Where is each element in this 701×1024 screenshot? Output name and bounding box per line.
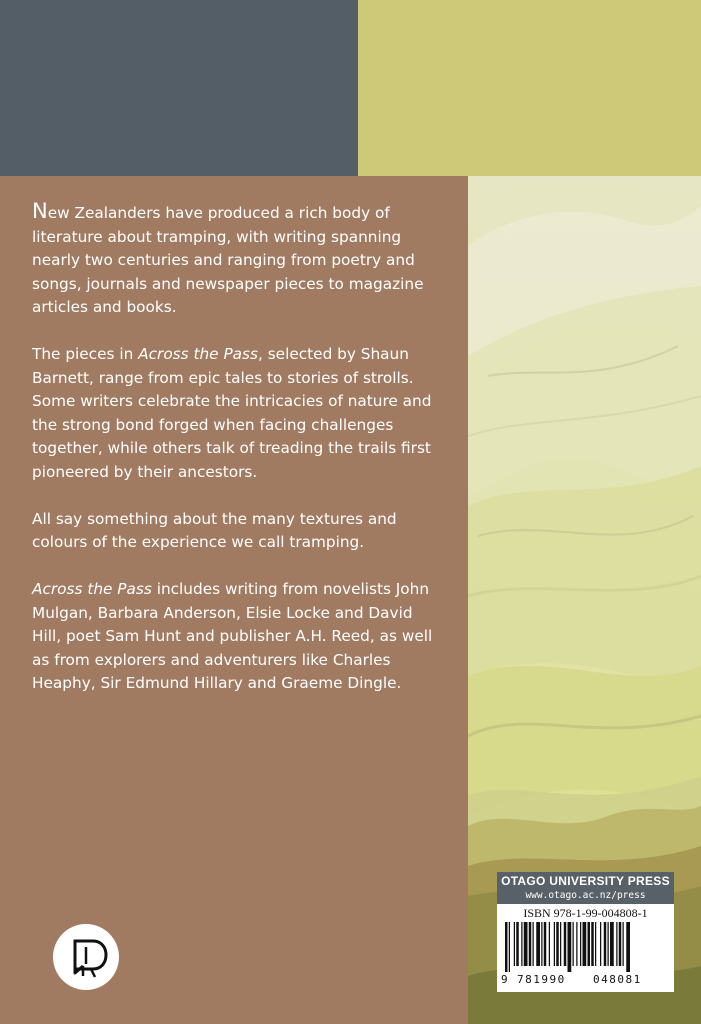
barcode-bar (604, 922, 607, 966)
isbn-barcode-block (497, 872, 674, 992)
barcode-bar (549, 922, 550, 966)
barcode-bar (509, 922, 510, 972)
blurb-paragraph-3: All say something about the many textures and colours of the experience we call tramping. (32, 509, 397, 551)
barcode-digits-left: 781990 (517, 973, 566, 986)
barcode-bar (514, 922, 515, 966)
blurb-text (32, 200, 442, 719)
barcode-bar (529, 922, 532, 966)
barcode-digit-first: 9 (501, 973, 508, 986)
barcode-bar (573, 922, 574, 966)
isbn-label: ISBN 978-1-99-004808-1 (523, 906, 648, 920)
barcode-bars (505, 922, 667, 972)
barcode-bar (536, 922, 540, 966)
barcode-bar (524, 922, 528, 966)
barcode-bar (588, 922, 591, 966)
barcode-bar (595, 922, 596, 966)
blurb-paragraph-2: The pieces in Across the Pass, selected by Shaun Barnett, range from epic tales to stories of strolls. Some writers celebrate the intricacies of nature and the strong bond forged when facing challenges together, while others talk of treading the trails first pioneered by their ancestors. (32, 345, 432, 481)
barcode-bar (560, 922, 561, 966)
barcode-bar (623, 922, 624, 966)
barcode-bar (533, 922, 534, 966)
publisher-name: OTAGO UNIVERSITY PRESS (501, 874, 670, 888)
top-right-color-block (358, 0, 701, 176)
blurb-paragraph-4: Across the Pass includes writing from novelists John Mulgan, Barbara Anderson, Elsie Locke and David Hill, poet Sam Hunt and publisher A.H. Reed, as well as from explorers and adventurers like Charles Heaphy, Sir Edmund Hillary and Graeme Dingle. (32, 580, 433, 692)
barcode-bar (541, 922, 542, 966)
barcode-bar (619, 922, 622, 966)
barcode-bar (610, 922, 614, 966)
barcode-bar (544, 922, 547, 966)
barcode-bar (600, 922, 601, 966)
drop-cap: N (32, 199, 48, 223)
barcode-bar (568, 922, 572, 972)
book-q-logo-icon (53, 924, 119, 990)
barcode-bar (591, 922, 594, 966)
barcode-bar (554, 922, 555, 966)
barcode-bar (576, 922, 577, 966)
barcode-bar (608, 922, 609, 966)
barcode-bar (556, 922, 559, 966)
barcode-bar (521, 922, 522, 966)
barcode-bar (505, 922, 508, 972)
top-left-color-block (0, 0, 358, 176)
barcode-bar (564, 922, 567, 966)
barcode-bar (516, 922, 519, 966)
publisher-url: www.otago.ac.nz/press (525, 890, 646, 901)
barcode-bar (583, 922, 587, 966)
blurb-paragraph-1: New Zealanders have produced a rich body of literature about tramping, with writing spanning nearly two centuries and ranging from poetry and songs, journals and newspaper pieces to magazine articles and books. (32, 199, 424, 316)
barcode-digits-right: 048081 (593, 973, 642, 986)
barcode-bar (580, 922, 581, 966)
book-title: Across the Pass (138, 345, 258, 363)
book-title: Across the Pass (32, 580, 152, 598)
barcode-bar (626, 922, 630, 972)
barcode-bar (616, 922, 617, 966)
publisher-band (497, 872, 674, 904)
